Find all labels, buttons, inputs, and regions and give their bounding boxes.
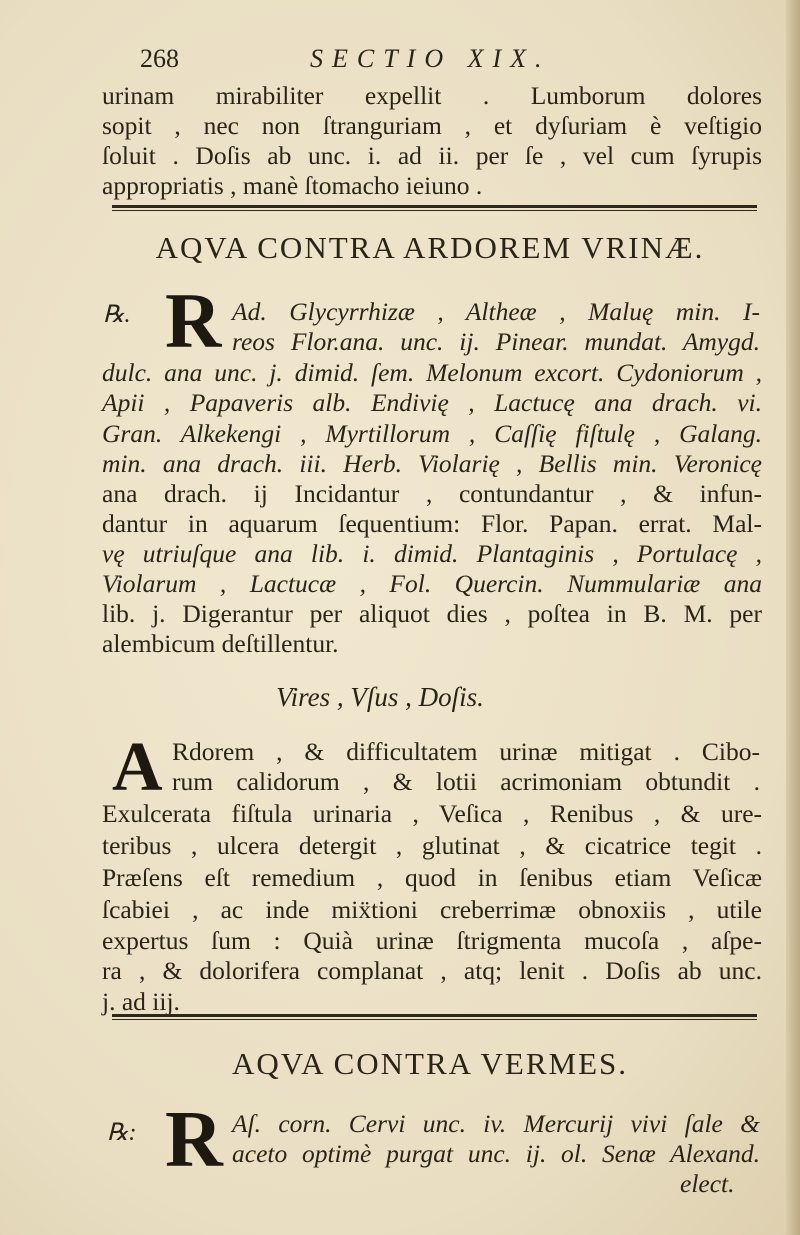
body-line: teribus , ulcera detergit , glutinat , & cicatrice tegit . (102, 831, 762, 860)
intro-line: urinam mirabiliter expellit . Lumborum dolores (102, 81, 762, 110)
recipe-line: dantur in aquarum ſequentium: Flor. Papan. errat. Mal- (102, 509, 762, 538)
page-number: 268 (140, 44, 179, 73)
body-line: Præſens eſt remedium , quod in ſenibus etiam Veſicæ (102, 863, 762, 892)
recipe-line: ana drach. ij Incidantur , contundantur , & infun- (102, 479, 762, 508)
recipe-line: aceto optimè purgat unc. ij. ol. Senæ Alexand. (232, 1139, 760, 1168)
intro-line: ſoluit . Doſis ab unc. i. ad ii. per ſe , vel cum ſyrupis (102, 141, 762, 170)
section-heading-vermes: AQVA CONTRA VERMES. (231, 1046, 628, 1081)
recipe-symbol: ℞. (103, 302, 131, 328)
recipe-line: Violarum , Lactucæ , Fol. Quercin. Nummulariæ ana (102, 569, 762, 598)
drop-cap-r: R (165, 1096, 223, 1184)
intro-line: sopit , nec non ſtranguriam , et dyſuriam è veſtigio (102, 111, 762, 140)
body-line: ſcabiei , ac inde miẍtioni creberrimæ obnoxiis , utile (102, 895, 762, 924)
subheading-vires: Vires , Vſus , Doſis. (276, 682, 484, 712)
body-line: rum calidorum , & lotii acrimoniam obtundit . (172, 767, 760, 796)
drop-cap-a: A (112, 729, 163, 806)
recipe-line: dulc. ana unc. j. dimid. ſem. Melonum excort. Cydoniorum , (102, 358, 762, 387)
recipe-line: alembicum deſtillentur. (102, 629, 339, 658)
body-line: Exulcerata fiſtula urinaria , Veſica , Renibus , & ure- (102, 799, 762, 828)
recipe-line: reos Flor.ana. unc. ij. Pinear. mundat. Amygd. (232, 327, 760, 356)
recipe-line: Ad. Glycyrrhizæ , Altheæ , Maluę min. I- (232, 297, 760, 326)
recipe-line: Apii , Papaveris alb. Endivię , Lactucę ana drach. vi. (102, 388, 762, 417)
intro-line: appropriatis , manè ſtomacho ieiuno . (102, 171, 483, 200)
section-rule-thin (112, 210, 757, 211)
recipe-line: elect. (680, 1169, 735, 1198)
section-title: SECTIO XIX. (310, 44, 551, 73)
recipe-line: vę utriuſque ana lib. i. dimid. Plantaginis , Portulacę , (102, 539, 762, 568)
body-line: Rdorem , & difficultatem urinæ mitigat . Cibo- (172, 737, 760, 766)
body-line: ra , & dolorifera complanat , atq; lenit . Doſis ab unc. (102, 956, 762, 985)
section-heading-ardorem: AQVA CONTRA ARDOREM VRINÆ. (155, 230, 705, 265)
recipe-symbol: ℞: (107, 1120, 137, 1146)
recipe-line: Gran. Alkekengi , Myrtillorum , Caſſię fiſtulę , Galang. (102, 419, 762, 448)
body-line: j. ad iij. (102, 987, 180, 1016)
section-rule (112, 1014, 757, 1017)
recipe-line: min. ana drach. iii. Herb. Violarię , Bellis min. Veronicę (102, 449, 762, 478)
recipe-line: Aſ. corn. Cervi unc. iv. Mercurij vivi ſale & (232, 1109, 760, 1138)
recipe-line: lib. j. Digerantur per aliquot dies , poſtea in B. M. per (102, 599, 762, 628)
section-rule (112, 205, 757, 208)
book-spine-edge (786, 0, 800, 1235)
drop-cap-r: R (165, 277, 222, 364)
running-head (140, 44, 680, 78)
section-rule-thin (112, 1019, 757, 1020)
body-line: expertus ſum : Quià urinæ ſtrigmenta mucoſa , aſpe- (102, 926, 762, 955)
